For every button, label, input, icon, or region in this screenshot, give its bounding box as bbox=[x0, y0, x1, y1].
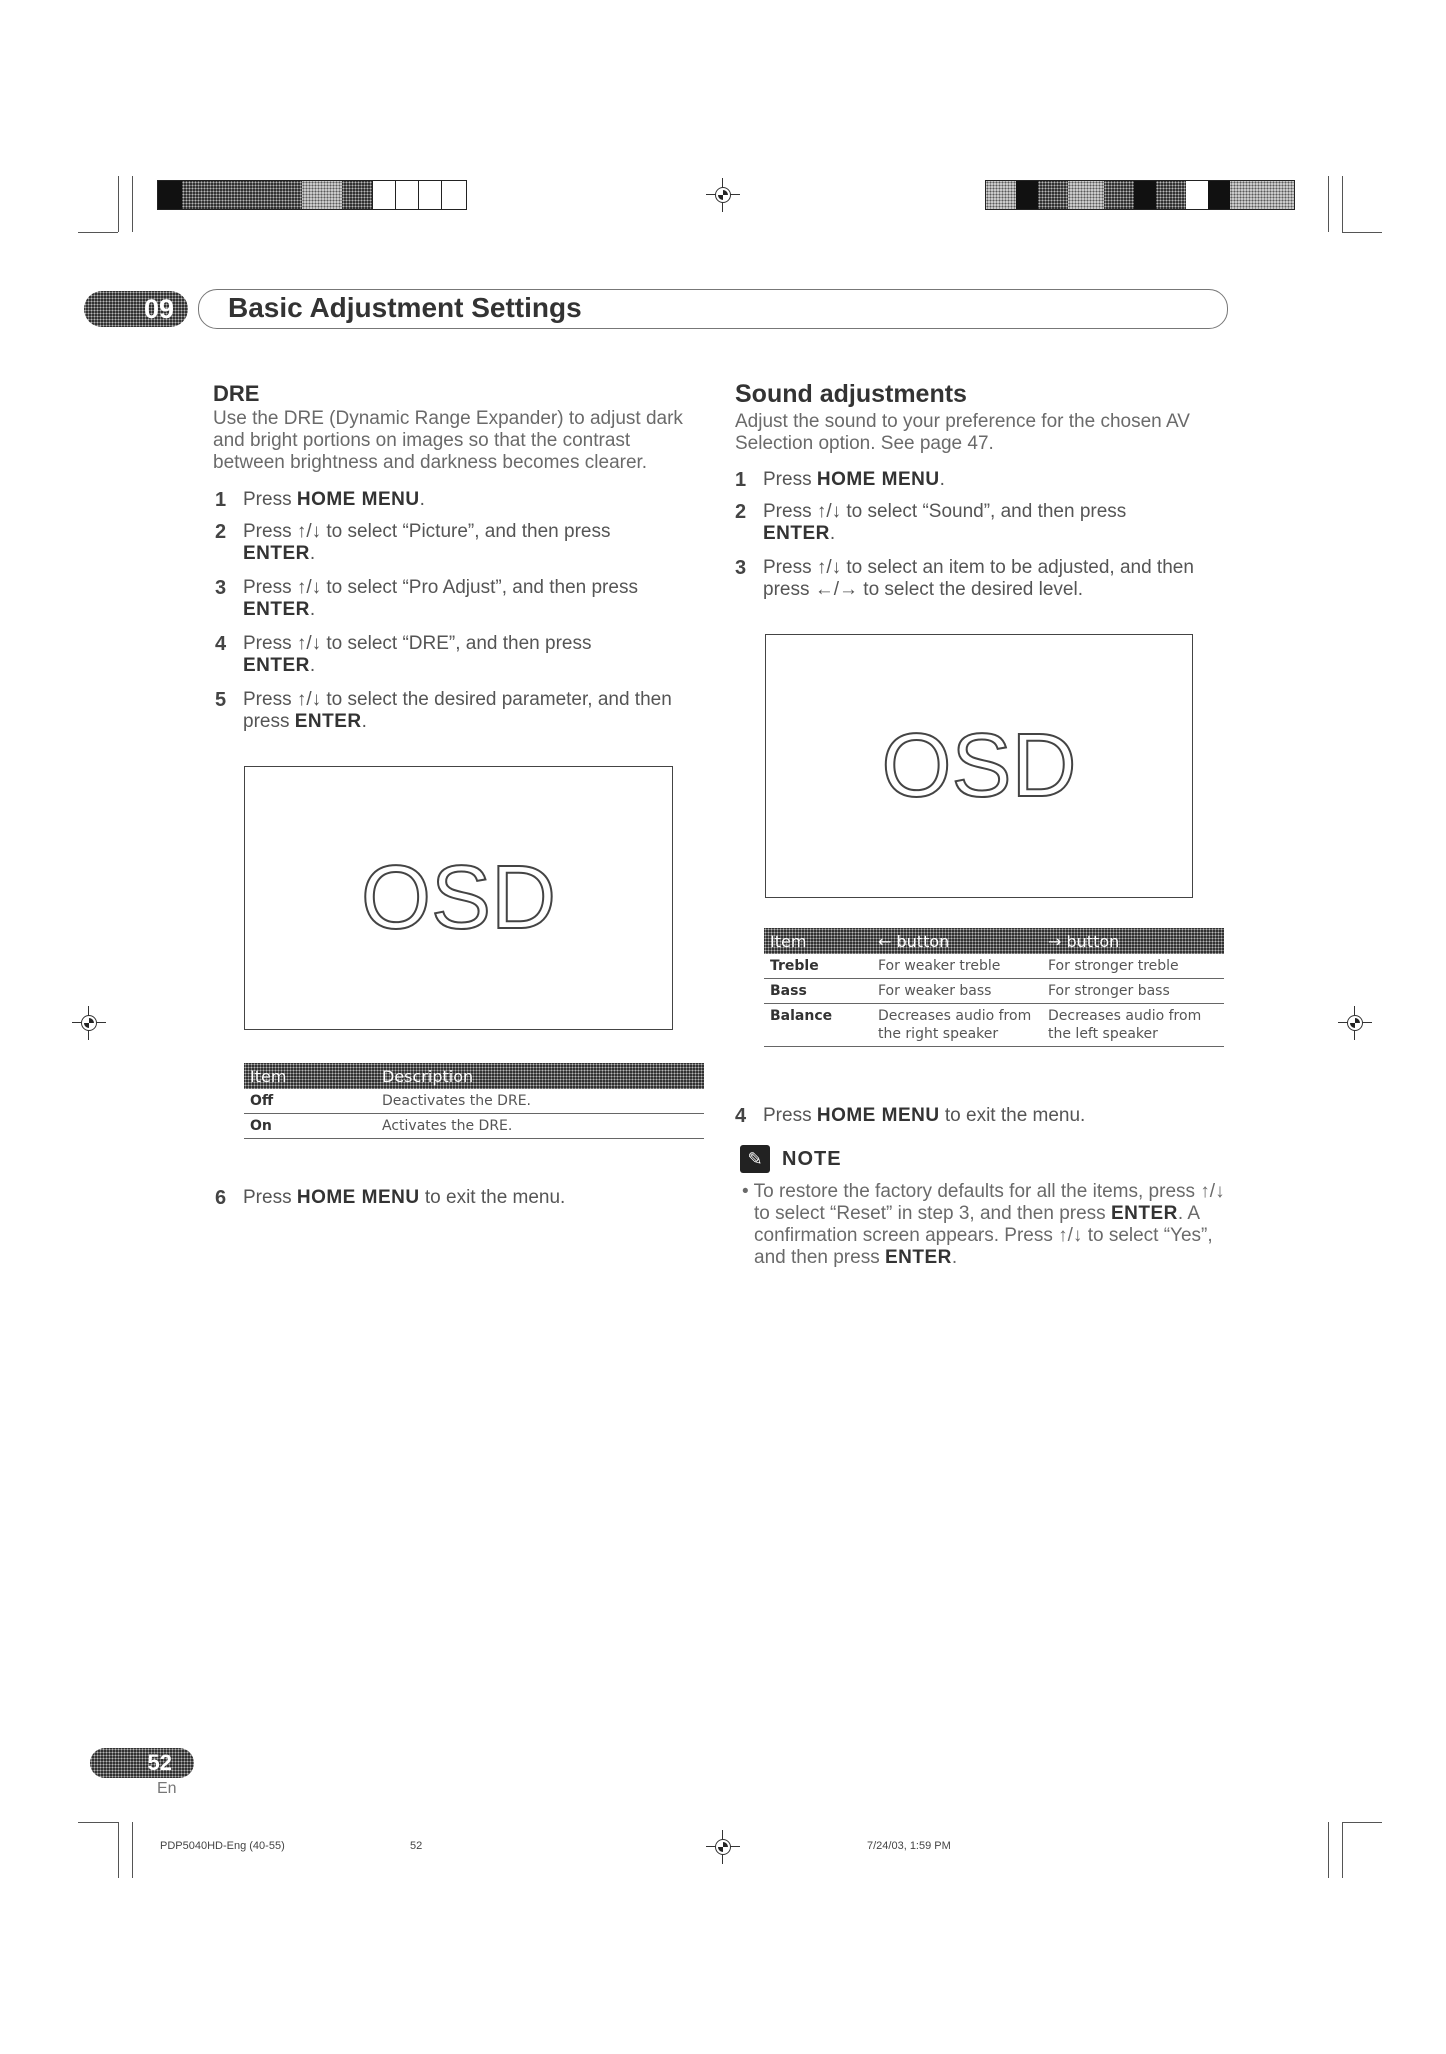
page-language: En bbox=[157, 1780, 177, 1797]
registration-mark-top bbox=[706, 178, 740, 212]
note-text: • To restore the factory defaults for all the items, press ↑/↓ to select “Reset” in step 3, and then press ENTER. A confirmation screen appears. Press ↑/↓ to select “Yes”, and then press ENTER. bbox=[742, 1181, 1225, 1268]
dre-osd-label: OSD bbox=[360, 847, 557, 948]
registration-mark-left bbox=[72, 1006, 106, 1040]
color-bar-left bbox=[157, 180, 467, 210]
footer-date: 7/24/03, 1:59 PM bbox=[867, 1840, 951, 1852]
note-icon: ✎ bbox=[740, 1145, 770, 1173]
dre-intro: Use the DRE (Dynamic Range Expander) to adjust dark and bright portions on images so that the contrast between brightness and darkness becomes clearer. bbox=[213, 408, 683, 473]
sound-table-header-left-button: ← button bbox=[878, 931, 950, 951]
sound-table bbox=[764, 928, 1224, 1047]
registration-mark-bottom bbox=[706, 1830, 740, 1864]
table-row: Treble For weaker treble For stronger treble bbox=[764, 954, 1224, 979]
table-row: Off Deactivates the DRE. bbox=[244, 1089, 704, 1114]
color-bar-right bbox=[985, 180, 1295, 210]
table-row: On Activates the DRE. bbox=[244, 1114, 704, 1139]
chapter-title: Basic Adjustment Settings bbox=[228, 292, 582, 323]
sound-table-header-item: Item bbox=[770, 931, 807, 951]
sound-osd-label: OSD bbox=[881, 715, 1077, 816]
dre-osd-screen bbox=[244, 766, 673, 1030]
table-row: Bass For weaker bass For stronger bass bbox=[764, 979, 1224, 1004]
footer-page: 52 bbox=[410, 1840, 423, 1852]
registration-mark-right bbox=[1338, 1006, 1372, 1040]
dre-heading: DRE bbox=[213, 381, 260, 406]
page-number-badge: 52 bbox=[90, 1748, 194, 1778]
sound-intro: Adjust the sound to your preference for the chosen AV Selection option. See page 47. bbox=[735, 411, 1190, 454]
bullet-icon: • bbox=[742, 1181, 754, 1202]
dre-table-header-item: Item bbox=[250, 1066, 287, 1086]
footer-file: PDP5040HD-Eng (40-55) bbox=[160, 1840, 285, 1852]
note-label: NOTE bbox=[782, 1148, 842, 1170]
dre-table-header-description: Description bbox=[382, 1066, 474, 1086]
dre-table bbox=[244, 1063, 704, 1139]
sound-table-header-right-button: → button bbox=[1048, 931, 1120, 951]
table-row: Balance Decreases audio from the right speaker Decreases audio from the left speaker bbox=[764, 1004, 1224, 1047]
chapter-badge: 09 bbox=[84, 291, 188, 327]
sound-osd-screen bbox=[765, 634, 1193, 898]
sound-heading: Sound adjustments bbox=[735, 380, 967, 408]
